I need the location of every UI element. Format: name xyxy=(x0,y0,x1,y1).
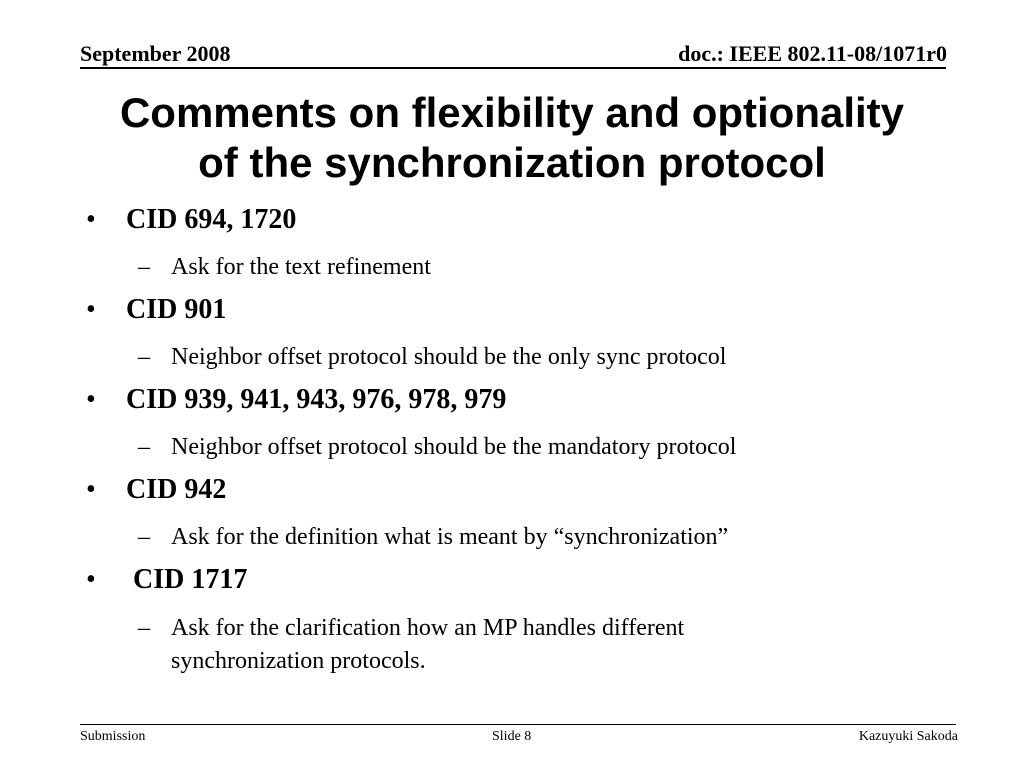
bullet-icon: • xyxy=(86,294,96,325)
footer-author: Kazuyuki Sakoda xyxy=(858,729,958,744)
bullet-text: CID 1717 xyxy=(126,564,248,595)
footer-submission: Submission xyxy=(80,729,146,744)
dash-icon: – xyxy=(138,615,150,641)
sub-bullet-item xyxy=(138,431,858,464)
sub-bullet-item xyxy=(138,521,858,554)
dash-icon: – xyxy=(138,254,150,280)
slide-title-line-1: Comments on flexibility and optionality xyxy=(119,89,905,136)
bullet-text: CID 694, 1720 xyxy=(126,204,297,235)
footer-divider xyxy=(80,724,956,725)
bullet-icon: • xyxy=(86,204,96,235)
dash-icon: – xyxy=(138,344,150,370)
dash-icon: – xyxy=(138,524,150,550)
sub-bullet-item xyxy=(138,251,858,284)
bullet-text: CID 939, 941, 943, 976, 978, 979 xyxy=(126,384,507,415)
header-doc-id: doc.: IEEE 802.11-08/1071r0 xyxy=(678,41,947,66)
slide-title xyxy=(40,88,984,188)
header-divider xyxy=(80,67,946,69)
sub-bullet-text: Ask for the clarification how an MP handles different synchronization protocols. xyxy=(171,615,685,674)
sub-bullet-text: Neighbor offset protocol should be the mandatory protocol xyxy=(171,434,737,460)
bullet-icon: • xyxy=(86,564,96,595)
header-date: September 2008 xyxy=(80,41,231,66)
bullet-icon: • xyxy=(86,384,96,415)
footer-slide-number: Slide 8 xyxy=(492,729,532,744)
sub-bullet-text: Ask for the text refinement xyxy=(171,254,431,280)
sub-bullet-text: Ask for the definition what is meant by “synchronization” xyxy=(171,524,729,550)
bullet-text: CID 901 xyxy=(126,294,227,325)
bullet-text: CID 942 xyxy=(126,474,227,505)
sub-bullet-item xyxy=(138,341,858,374)
slide-title-line-2: of the synchronization protocol xyxy=(198,139,826,186)
bullet-icon: • xyxy=(86,474,96,505)
dash-icon: – xyxy=(138,434,150,460)
sub-bullet-item xyxy=(138,612,798,678)
sub-bullet-text: Neighbor offset protocol should be the only sync protocol xyxy=(171,344,727,370)
